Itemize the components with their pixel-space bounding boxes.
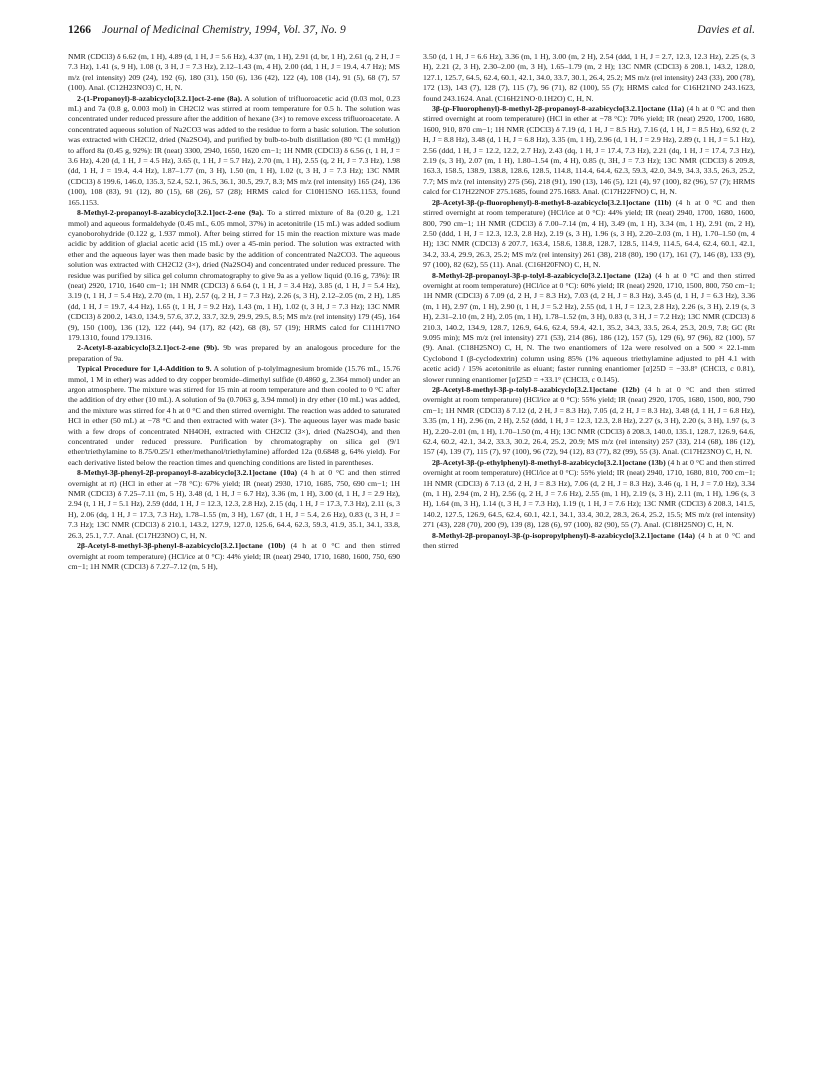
left-column — [68, 52, 400, 572]
compound-heading: 2β-Acetyl-3β-(p-ethylphenyl)-8-methyl-8-azabicyclo[3.2.1]octane (13b) — [432, 457, 666, 467]
page-number: 1266 — [68, 24, 91, 36]
paragraph-text: A solution of p-tolylmagnesium bromide (15.76 mL, 15.76 mmol, 1 M in ether) was added to dry copper bromide–dimethyl sulfide (0.4860 g, 2.364 mmol) under an argon atmosphere. The mixture was stirred for 15 min at room temperature and then cooled to 0 °C after the addition of dry ether (10 mL). A solution of 9a (0.7063 g, 3.94 mmol) in dry ether (10 mL) was added, and the mixture was stirred for 4 h at 0 °C and then stirred overnight. The reaction was added to saturated HCl in ether (50 mL) at −78 °C and then extracted with water (3×). The aqueous layer was made basic with a few drops of concentrated NH4OH, extracted with CH2Cl2 (3×), dried (Na2SO4), and then concentrated under reduced pressure. Purification by chromatography on silica gel (9/1 ether/triethylamine to 8.75/0.25/1 ether/methanol/triethylamine) afforded 12a (0.6848 g, 64% yield). For each derivative listed below the reaction times and quenching conditions are listed in parentheses. — [68, 364, 400, 467]
paragraph — [423, 198, 755, 271]
paragraph-text: (4 h at 0 °C and then stirred overnight at room temperature) (HCl/ice at 0 °C): 55% yield; IR (neat) 2920, 1705, 1680, 1500, 800, 790 cm−1; 1H NMR (CDCl3) δ 7.12 (d, 2 H, J = 8.3 Hz), 7.05 (d, 2 H, J = 8.3 Hz), 3.48 (d, 1 H, J = 6.8 Hz), 3.35 (m, 1 H), 2.96 (m, 2 H), 2.52 (ddd, 1 H, J = 12.3, 12.3, 2.8 Hz), 2.27 (s, 3 H), 2.20 (s, 3 H), 1.97 (s, 3 H), 2.20–2.01 (m, 1 H), 1.70–1.50 (m, 4 H); 13C NMR (CDCl3) δ 208.3, 140.0, 135.1, 128.7, 126.9, 64.6, 62.4, 60.2, 42.1, 34.2, 33.3, 30.2, 26.4, 25.2, 20.9; MS m/z (rel intensity) 257 (33), 214 (68), 186 (12), 157 (4), 139 (7), 115 (7), 97 (100), 96 (72), 94 (12), 83 (77), 82 (99), 55 (3). Anal. (C17H23NO) C, H, N. — [423, 385, 756, 457]
right-column — [423, 52, 755, 552]
compound-heading: 3β-(p-Fluorophenyl)-8-methyl-2β-propanoyl-8-azabicyclo[3.2.1]octane (11a) — [432, 104, 685, 114]
paragraph-text: 9b was prepared by an analogous procedure for the preparation of 9a. — [68, 343, 400, 363]
compound-heading: 8-Methyl-2-propanoyl-8-azabicyclo[3.2.1]oct-2-ene (9a). — [77, 208, 264, 218]
paragraph — [423, 104, 755, 198]
paragraph — [423, 385, 755, 458]
compound-heading: 2-Acetyl-8-azabicyclo[3.2.1]oct-2-ene (9b). — [77, 343, 220, 353]
paragraph-text: A solution of trifluoroacetic acid (0.03 mol, 0.23 mL) and 7a (0.8 g, 0.003 mol) in CH2Cl2 was stirred at room temperature for 0.5 h. The solution was concentrated under reduced pressure after the addition of hexane (3×) to remove excess trifluoroacetate. A concentrated aqueous solution of Na2CO3 was added to the residue to form a basic solution. The solution was extracted with CH2Cl2, dried (Na2SO4), and purified by bulb-to-bulb distillation (80 °C (1 mmHg)) to afford 8a (0.45 g, 92%): IR (neat) 3300, 2940, 1650, 1620 cm−1; 1H NMR (CDCl3) δ 6.56 (t, 1 H, J = 3.6 Hz), 4.20 (d, 1 H, J = 4.5 Hz), 3.65 (t, 1 H, J = 5.7 Hz), 2.70 (m, 1 H), 2.55 (q, 2 H, J = 7.3 Hz), 1.98 (dd, 1 H, J = 19.4, 4.4 Hz), 1.87–1.77 (m, 3 H), 1.50 (m, 1 H), 1.02 (t, 3 H, J = 7.3 Hz); 13C NMR (CDCl3) δ 199.6, 146.0, 135.3, 52.4, 52.1, 36.5, 36.1, 30.5, 29.7, 8.3; MS m/z (rel intensity) 165 (24), 136 (100), 108 (83), 91 (12), 80 (15), 68 (26), 57 (28); HRMS calcd for C10H15NO 165.1153, found 165.1153. — [68, 93, 400, 207]
compound-heading: 2β-Acetyl-8-methyl-3β-phenyl-8-azabicyclo[3.2.1]octane (10b) — [77, 541, 286, 551]
paragraph — [68, 364, 400, 468]
compound-heading: 8-Methyl-3β-phenyl-2β-propanoyl-8-azabicyclo[3.2.1]octane (10a) — [77, 468, 298, 478]
paragraph-text: 3.50 (d, 1 H, J = 6.6 Hz), 3.36 (m, 1 H), 3.00 (m, 2 H), 2.54 (ddd, 1 H, J = 2.7, 12.3, 12.3 Hz), 2.25 (s, 3 H), 2.21 (2, 3 H), 2.30–2.00 (m, 3 H), 1.65–1.79 (m, 2 H); 13C NMR (CDCl3) δ 208.1, 143.2, 128.0, 127.1, 125.7, 64.5, 62.4, 60.1, 42.1, 34.0, 33.7, 30.1, 26.4, 25.2; MS m/z (rel intensity) 243 (33), 200 (78), 172 (13), 143 (7), 128 (7), 115 (7), 96 (71), 82 (100), 55 (7); HRMS calcd for C16H21NO 243.1623, found 243.1624. Anal. (C16H21NO·0.1H2O) C, H, N. — [423, 52, 755, 103]
paragraph — [68, 52, 400, 94]
compound-heading: 8-Methyl-2β-propanoyl-3β-p-tolyl-8-azabicyclo[3.2.1]octane (12a) — [432, 270, 652, 280]
paragraph — [423, 458, 755, 531]
compound-heading: 2β-Acetyl-8-methyl-3β-p-tolyl-8-azabicyclo[3.2.1]octane (12b) — [432, 385, 640, 394]
paragraph — [68, 94, 400, 208]
paragraph-text: (4 h at 0 °C and then stirred overnight at room temperature) (HCl/ice at 0 °C): 44% yield; IR (neat) 2940, 1710, 1680, 1600, 750, 690 cm−1; 1H NMR (CDCl3) δ 7.27–7.12 (m, 5 H), — [68, 541, 401, 571]
paragraph — [423, 271, 755, 385]
paragraph-text: (4 h at 0 °C and then stirred overnight at room temperature) (HCl/ice at 0 °C): 55% yield; IR (neat) 2940, 1710, 1680, 810, 700 cm−1; 1H NMR (CDCl3) δ 7.13 (d, 2 H, J = 8.3 Hz), 7.06 (d, 2 H, J = 8.3 Hz), 3.46 (q, 1 H, J = 7.0 Hz), 3.34 (m, 1 H), 2.94 (m, 2 H), 2.56 (q, 2 H, J = 7.6 Hz), 2.55 (m, 1 H), 2.19 (s, 3 H), 2.11 (m, 1 H), 1.96 (s, 3 H), 1.64 (m, 3 H), 1.14 (t, 3 H, J = 7.3 Hz), 1.19 (t, 1 H, J = 7.6 Hz); 13C NMR (CDCl3) δ 208.3, 141.5, 140.2, 127.5, 126.9, 64.5, 62.4, 60.1, 42.1, 34.1, 33.4, 30.2, 28.3, 26.4, 25.2, 15.5; MS m/z (rel intensity) 271 (43), 228 (70), 200 (9), 139 (8), 128 (6), 97 (100), 82 (90), 55 (7). Anal. (C18H25NO) C, H, N. — [423, 457, 756, 530]
paragraph — [68, 541, 400, 572]
paragraph-text: NMR (CDCl3) δ 6.62 (m, 1 H), 4.89 (d, 1 H, J = 5.6 Hz), 4.37 (m, 1 H), 2.91 (d, br, 1 H), 2.61 (q, 2 H, J = 7.3 Hz), 1.41 (s, 9 H), 1.08 (t, 3 H, J = 7.3 Hz), 2.12–1.43 (m, 4 H), 2.00 (dd, 1 H, J = 19.4, 4.7 Hz); MS m/z (rel intensity) 209 (24), 192 (6), 180 (31), 150 (6), 136 (42), 122 (4), 108 (14), 91 (5), 68 (7), 57 (100). Anal. (C12H23NO3) C, H, N. — [68, 52, 400, 93]
paragraph — [423, 531, 755, 552]
paragraph-text: (4 h at 0 °C and then stirred overnight at room temperature) (HCl/ice at 0 °C): 60% yield; IR (neat) 2920, 1710, 1500, 800, 750 cm−1; 1H NMR (CDCl3) δ 7.09 (d, 2 H, J = 8.3 Hz), 7.03 (d, 2 H, J = 8.3 Hz), 3.45 (d, 1 H, J = 6.3 Hz), 3.36 (m, 1 H), 2.97 (m, 1 H), 2.90 (t, 1 H, J = 5.2 Hz), 2.55 (td, 1 H, J = 12.3, 2.8 Hz), 2.26 (s, 3 H), 2.19 (s, 3 H), 2.31–2.10 (m, 2 H), 2.05 (m, 1 H), 1.78–1.52 (m, 3 H), 0.83 (t, 3 H, J = 7.2 Hz); 13C NMR (CDCl3) δ 210.3, 140.2, 134.9, 128.7, 126.9, 64.6, 62.4, 59.4, 42.1, 35.2, 34.3, 33.5, 26.4, 25.3, 20.9, 7.8; GC (Rt 9.095 min); MS m/z (rel intensity) 271 (53), 214 (86), 186 (12), 157 (5), 129 (6), 97 (96), 82 (100), 57 (9). Anal. (C18H25NO) C, H, N. The two enantiomers of 12a were resolved on a 500 × 22.1-mm Cyclobond I (β-cyclodextrin) column using 85% (1% aqueous triethylamine adjusted to pH 4.1 with acetic acid) / 15% acetonitrile as eluant; faster running enantiomer [α]25D = −33.8° (CHCl3, c 0.81), slower running enantiomer [α]25D = +33.1° (CHCl3, c 0.145). — [423, 270, 756, 384]
paragraph-text: (4 h at 0 °C and then stirred overnight at rt) (HCl in ether at −78 °C): 67% yield; IR (neat) 2930, 1710, 1685, 750, 690 cm−1; 1H NMR (CDCl3) δ 7.25–7.11 (m, 5 H), 3.48 (d, 1 H, J = 6.7 Hz), 3.36 (m, 1 H), 3.00 (d, 1 H, J = 2.9 Hz), 2.94 (t, 1 H, J = 5.1 Hz), 2.59 (ddd, 1 H, J = 12.3, 12.3, 2.8 Hz), 2.15 (dq, 1 H, J = 17.3, 7.3 Hz), 2.11 (s, 3 H), 2.06 (dq, 1 H, J = 17.3, 7.3 Hz), 1.78–1.55 (m, 3 H), 1.67 (dt, 1 H, J = 5.4, 2.6 Hz), 0.83 (t, 3 H, J = 7.3 Hz); 13C NMR (CDCl3) δ 210.1, 143.2, 127.9, 127.0, 125.6, 64.4, 62.3, 59.3, 41.9, 35.1, 34.1, 33.8, 26.3, 25.1, 7.7. Anal. (C17H23NO) C, H, N. — [68, 468, 401, 540]
paragraph-text: To a stirred mixture of 8a (0.20 g, 1.21 mmol) and aqueous formaldehyde (0.45 mL, 6.05 mmol, 37%) in acetonitrile (15 mL) was added sodium cyanoborohydride (0.122 g, 1.937 mmol). After being stirred for 15 min the reaction mixture was made acidic by addition of glacial acetic acid (15 mL) over a 45-min period. The solution was extracted with ether and the aqueous layer was then made basic by the addition of concentrated Na2CO3. The aqueous solution was extracted with CH2Cl2 (3×), dried (Na2SO4) and concentrated under reduced pressure. The residue was purified by silica gel column chromatography to give 9a as a yellow liquid (0.16 g, 73%): IR (neat) 2920, 1710, 1640 cm−1; 1H NMR (CDCl3) δ 6.64 (t, 1 H, J = 3.4 Hz), 3.85 (d, 1 H, J = 5.4 Hz), 3.19 (t, 1 H, J = 5.4 Hz), 2.70 (m, 1 H), 2.57 (q, 2 H, J = 7.3 Hz), 2.26 (s, 3 H), 2.12–2.05 (m, 2 H), 1.85 (dd, 1 H, J = 19.7, 4.4 Hz), 1.65 (t, 1 H, J = 9.2 Hz), 1.43 (m, 1 H), 1.02 (t, 3 H, J = 7.3 Hz); 13C NMR (CDCl3) δ 200.2, 143.0, 134.9, 57.6, 37.2, 33.7, 32.9, 29.9, 29.5, 8.5; MS m/z (rel intensity) 179 (45), 164 (9), 150 (100), 136 (12), 122 (44), 94 (17), 82 (42), 68 (8), 57 (19); HRMS calcd for C11H17NO 179.1310, found 179.1316. — [68, 208, 400, 342]
compound-heading: 8-Methyl-2β-propanoyl-3β-(p-isopropylphenyl)-8-azabicyclo[3.2.1]octane (14a) — [432, 530, 695, 540]
paragraph — [68, 468, 400, 541]
paragraph — [68, 343, 400, 364]
journal-citation: Journal of Medicinal Chemistry, 1994, Vol. 37, No. 9 — [102, 24, 346, 36]
paragraph-text: (4 h at 0 °C and then stirred overnight at room temperature) (HCl in ether at −78 °C): 70% yield; IR (neat) 2920, 1700, 1680, 1600, 910, 870 cm−1; 1H NMR (CDCl3) δ 7.19 (d, 1 H, J = 8.5 Hz), 7.16 (d, 1 H, J = 8.5 Hz), 6.92 (t, 2 H, J = 8.8 Hz), 3.48 (d, 1 H, J = 6.8 Hz), 3.35 (m, 1 H), 2.96 (d, 1 H, J = 2.9 Hz), 2.89 (t, 1 H, J = 5.1 Hz), 2.56 (ddd, 1 H, J = 12.2, 12.2, 2.7 Hz), 2.43 (dq, 1 H, J = 17.4, 7.3 Hz), 2.21 (dq, 1 H, J = 17.4, 7.3 Hz), 2.19 (s, 3 H), 2.07 (m, 1 H), 1.80–1.54 (m, 4 H), 0.85 (t, 3H, J = 7.3 Hz); 13C NMR (CDCl3) δ 209.8, 163.3, 158.5, 138.9, 138.8, 128.6, 128.5, 114.8, 114.4, 64.4, 62.3, 59.3, 42.0, 34.9, 34.3, 33.5, 26.3, 25.2, 7.7; MS m/z (rel intensity) 275 (56), 218 (91), 190 (13), 146 (5), 121 (4), 97 (100), 82 (96), 57 (7); HRMS calcd for C17H22NOF 275.1685, found 275.1683. Anal. (C17H22FNO) C, H, N. — [423, 104, 755, 197]
paragraph-text: (4 h at 0 °C and then stirred overnight at room temperature) (HCl/ice at 0 °C): 44% yield; IR (neat) 2940, 1700, 1680, 1600, 800, 790 cm−1; 1H NMR (CDCl3) δ 7.00–7.14 (m, 4 H), 3.49 (m, 1 H), 3.34 (m, 1 H), 2.91 (m, 2 H), 2.50 (ddd, 1 H, J = 12.3, 12.3, 2.8 Hz), 2.19 (s, 3 H), 1.96 (s, 3 H), 2.20–2.03 (m, 1 H), 1.70–1.50 (m, 4 H); 13C NMR (CDCl3) δ 207.7, 163.4, 158.6, 138.8, 128.7, 128.5, 114.9, 114.5, 64.4, 62.4, 60.1, 42.1, 34.2, 33.4, 29.9, 26.3, 25.2; MS m/z (rel intensity) 261 (38), 218 (80), 190 (17), 161 (7), 146 (8), 133 (9), 97 (100), 82 (62), 55 (11). Anal. (C16H20FNO) C, H, N. — [423, 197, 755, 270]
paragraph-text: (4 h at 0 °C and then stirred — [423, 530, 755, 551]
compound-heading: 2β-Acetyl-3β-(p-fluorophenyl)-8-methyl-8-azabicyclo[3.2.1]octane (11b) — [432, 197, 672, 207]
running-author: Davies et al. — [697, 24, 755, 36]
compound-heading: Typical Procedure for 1,4-Addition to 9. — [77, 364, 212, 374]
paragraph — [68, 208, 400, 343]
running-header — [68, 24, 755, 40]
compound-heading: 2-(1-Propanoyl)-8-azabicyclo[3.2.1]oct-2-ene (8a). — [77, 93, 243, 103]
paragraph — [423, 52, 755, 104]
